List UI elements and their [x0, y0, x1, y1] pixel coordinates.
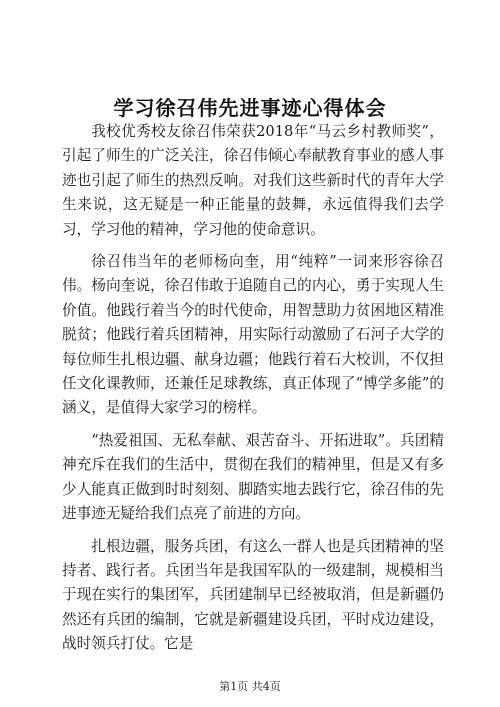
document-title: 学习徐召伟先进事迹心得体会: [113, 96, 387, 120]
paragraph: 徐召伟当年的老师杨向奎，用“纯粹”一词来形容徐召伟。杨向奎说，徐召伟敢于追随自己的内心，勇于实现人生价值。他践行着当今的时代使命，用智慧助力贫困地区精准脱贫；他践行着兵团精神，用实际行动激励了石河子大学的每位师生扎根边疆、献身边疆；他践行着石大校训，不仅担任文化课教师，还兼任足球教练，真正体现了“博学多能”的涵义，是值得大家学习的榜样。: [62, 253, 444, 417]
paragraph: “热爱祖国、无私奉献、艰苦奋斗、开拓进取”。兵团精神充斥在我们的生活中，贯彻在我们的精神里，但是又有多少人能真正做到时时刻刻、脚踏实地去践行它，徐召伟的先进事迹无疑给我们点亮了前进的方向。: [62, 431, 444, 523]
document-body: [62, 120, 444, 665]
paragraph: 我校优秀校友徐召伟荣获2018年“马云乡村教师奖”，引起了师生的广泛关注，徐召伟倾心奉献教育事业的感人事迹也引起了师生的热烈反响。对我们这些新时代的青年大学生来说，这无疑是一种正能量的鼓舞，永远值得我们去学习，学习他的精神，学习他的使命意识。: [62, 123, 444, 238]
page-number-footer: 第1页 共4页: [219, 680, 281, 693]
paragraph: 扎根边疆，服务兵团，有这么一群人也是兵团精神的坚持者、践行者。兵团当年是我国军队的一级建制，规模相当于现在实行的集团军，兵团建制早已经被取消，但是新疆仍然还有兵团的编制，它就是新疆建设兵团，平时戍边建设，战时领兵打仗。它是: [62, 537, 444, 653]
